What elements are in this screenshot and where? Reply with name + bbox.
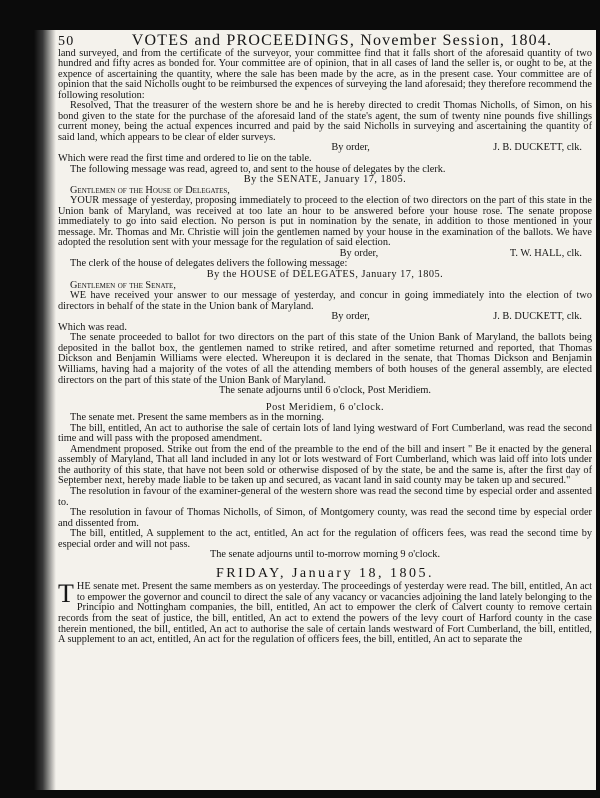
by-order-label: By order,	[339, 247, 379, 259]
clerk-signature: J. B. DUCKETT, clk.	[493, 142, 582, 154]
salutation: Gentlemen of the House of Delegates,	[70, 184, 230, 196]
document-page	[34, 30, 596, 790]
paragraph: The bill, entitled, An act to authorise the sale of certain lots of land lying westward of Fort Cumberland, was read the second time and will pass with the proposed amendment.	[58, 422, 592, 445]
salutation: Gentlemen of the Senate,	[70, 279, 176, 291]
paragraph: Which were read the first time and ordered to lie on the table.	[58, 153, 312, 165]
running-head	[58, 32, 592, 49]
clerk-signature: T. W. HALL, clk.	[509, 247, 582, 259]
by-order-label: By order,	[331, 142, 370, 154]
message-heading: By the HOUSE of DELEGATES, January 17, 1805.	[206, 269, 444, 281]
paragraph: Amendment proposed. Strike out from the end of the preamble to the end of the bill and insert " Be it enacted by the general assembly of Maryland, That all land included in any lot or lots westward of Fort Cumberland, which was laid off into lots under the authority of this state, that have not been sold or otherwise disposed of by the state, be and the same is, after the first day of September next, hereby made liable to be taken up and secured, as vacant land in said county may be taken up and secured."	[58, 443, 592, 487]
paragraph: Which was read.	[58, 321, 127, 333]
paragraph-text: HE senate met. Present the same members as on yesterday. The proceedings of yesterday were read. The bill, entitled, An act to empower the governor and council to direct the sale of any vacancy or vacancies adjoining the land lately belonging to the Principio and Nottingham companies, the bill, entitled, An act to empower the clerk of Calvert county to remove certain records from the seat of justice, the bill, entitled, An act to extend the powers of the levy court of Harford county in the case therein mentioned, the bill, entitled, An act to authorise the sale of certain lands westward of Fort Cumberland, the bill, entitled, A supplement to an act, entitled, An act for the regulation of officers fees, the bill, entitled, An act to separate the	[58, 581, 592, 646]
section-heading: Post Meridiem, 6 o'clock.	[265, 401, 385, 413]
paragraph: The resolution in favour of the examiner-general of the western shore was read the second time by especial order and assented to.	[58, 485, 592, 508]
paragraph: The clerk of the house of delegates delivers the following message:	[70, 258, 348, 270]
paragraph: The bill, entitled, A supplement to the act, entitled, An act for the regulation of officers fees, was read the second time by especial order and will not pass.	[58, 528, 592, 550]
paragraph: The senate met. Present the same members as in the morning.	[70, 412, 324, 424]
signature-block	[58, 312, 592, 323]
page-content	[58, 32, 592, 646]
adjournment-line: The senate adjourns until 6 o'clock, Post Meridiem.	[218, 385, 432, 397]
clerk-signature: J. B. DUCKETT, clk.	[493, 311, 582, 323]
drop-cap: T	[58, 579, 74, 609]
message-heading: By the SENATE, January 17, 1805.	[243, 174, 407, 186]
paragraph: The resolution in favour of Thomas Nicholls, of Simon, of Montgomery county, was read the second time by especial order and dissented from.	[58, 507, 592, 529]
day-heading: FRIDAY, January 18, 1805.	[215, 565, 435, 581]
paragraph: The following message was read, agreed to, and sent to the house of delegates by the clerk.	[70, 163, 446, 175]
page-number: 50	[58, 34, 75, 49]
paragraph: The senate proceeded to ballot for two directors on the part of this state of the Union Bank of Maryland, the ballots being deposited in the ballot box, the gentlemen named to strike retired, and after sometime returned and reported, that Thomas Dickson and Benjamin Williams were elected. Whereupon it is declared in the senate, that Thomas Dickson and Benjamin Williams, having had a majority of the votes of all the attending members of both houses of the general assembly, are elected directors on the part of this state of the Union Bank of Maryland.	[58, 332, 592, 386]
paragraph: land surveyed, and from the certificate of the surveyor, your committee find that it falls short of the aforesaid quantity of two hundred and fifty acres as bonded for. Your committee are of opinion, that in all cases of land the seller is, or ought to be, at the expence of ascertaining the quantity, where the sale has been made by the acre, as in the present case. Your committee are of opinion that the said Nicholls ought to be reimbursed the expences of surveying the land aforesaid; they therefore recommend the following resolution:	[58, 47, 592, 101]
message-body: WE have received your answer to our message of yesterday, and concur in going immediately into the election of two directors in behalf of the state in the Union bank of Maryland.	[58, 290, 592, 312]
adjournment-line: The senate adjourns until to-morrow morning 9 o'clock.	[209, 549, 441, 561]
paragraph	[58, 579, 592, 646]
by-order-label: By order,	[331, 311, 370, 323]
running-title: VOTES and PROCEEDINGS, November Session, 1804.	[131, 32, 553, 49]
page-binding-shadow	[34, 30, 56, 790]
resolution-paragraph: Resolved, That the treasurer of the western shore be and he is hereby directed to credit Thomas Nicholls, of Simon, on his bond given to the state for the purchase of the aforesaid land of the state's agent, the sum of twenty nine pounds five shillings current money, being the actual expences incurred and paid by the said Nicholls in surveying and ascertaining the quantity of said land, which appears to be clear of elder surveys.	[58, 100, 592, 143]
message-body: YOUR message of yesterday, proposing immediately to proceed to the election of two directors on the part of this state in the Union bank of Maryland, was received at too late an hour to be answered before your house rose. The senate propose immediately to go into said election. No person is put in nomination by the senate, in addition to those mentioned in your message. Mr. Thomas and Mr. Christie will join the gentlemen named by your house in the examination of the ballots. We have adopted the resolution sent with your message for the regulation of said election.	[58, 195, 592, 249]
